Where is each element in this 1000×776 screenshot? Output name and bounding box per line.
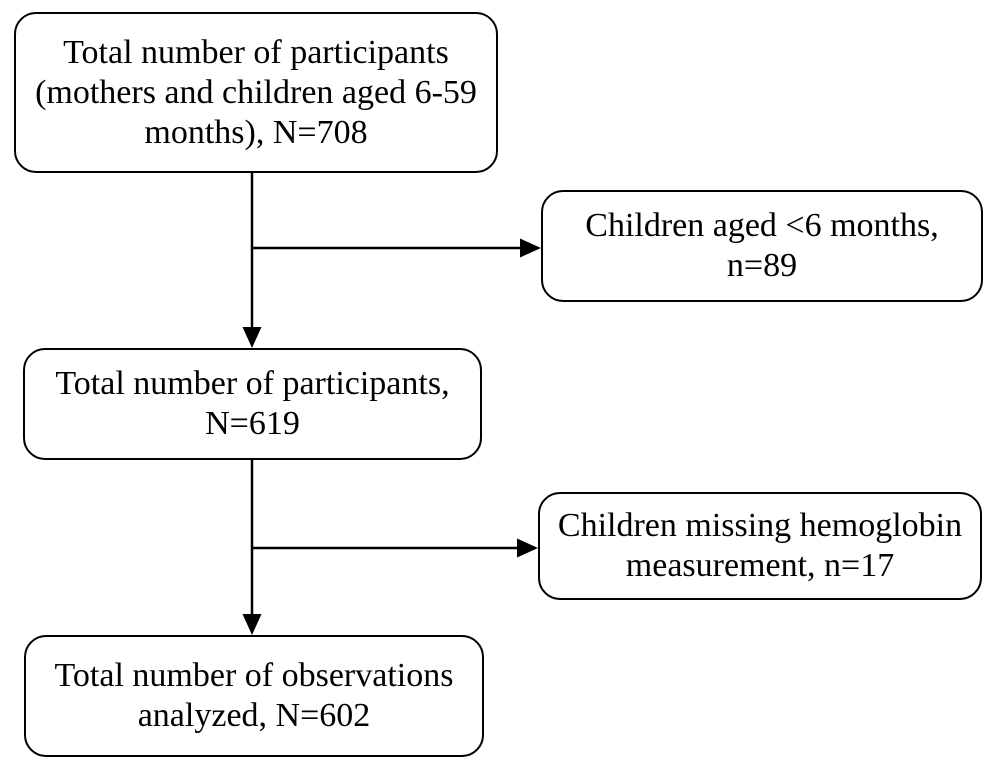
arrowhead-down-icon — [243, 614, 262, 635]
box-text-line: (mothers and children aged 6-59 — [35, 73, 477, 111]
box-text-line: Children aged <6 months, — [585, 207, 939, 244]
box-excluded-children-under-6-months — [541, 190, 983, 302]
box-total-participants — [23, 348, 482, 460]
arrowhead-right-icon — [517, 539, 538, 558]
arrowhead-down-icon — [243, 327, 262, 348]
box-text-line: Total number of participants, — [55, 365, 450, 402]
box-observations-analyzed — [24, 635, 484, 757]
box-text-line: n=89 — [726, 247, 798, 284]
box-text-line: Children missing hemoglobin — [557, 507, 963, 544]
box-text-line: months), N=708 — [144, 113, 368, 151]
box-text-line: analyzed, N=602 — [137, 697, 371, 734]
box-text-line: N=619 — [205, 405, 300, 442]
arrowhead-right-icon — [520, 239, 541, 258]
box-total-participants-enrolled — [14, 12, 498, 173]
box-text-line: Total number of participants — [63, 33, 449, 71]
box-excluded-missing-hemoglobin — [538, 492, 982, 600]
box-text-line: measurement, n=17 — [625, 547, 895, 584]
box-text-line: Total number of observations — [54, 657, 454, 694]
